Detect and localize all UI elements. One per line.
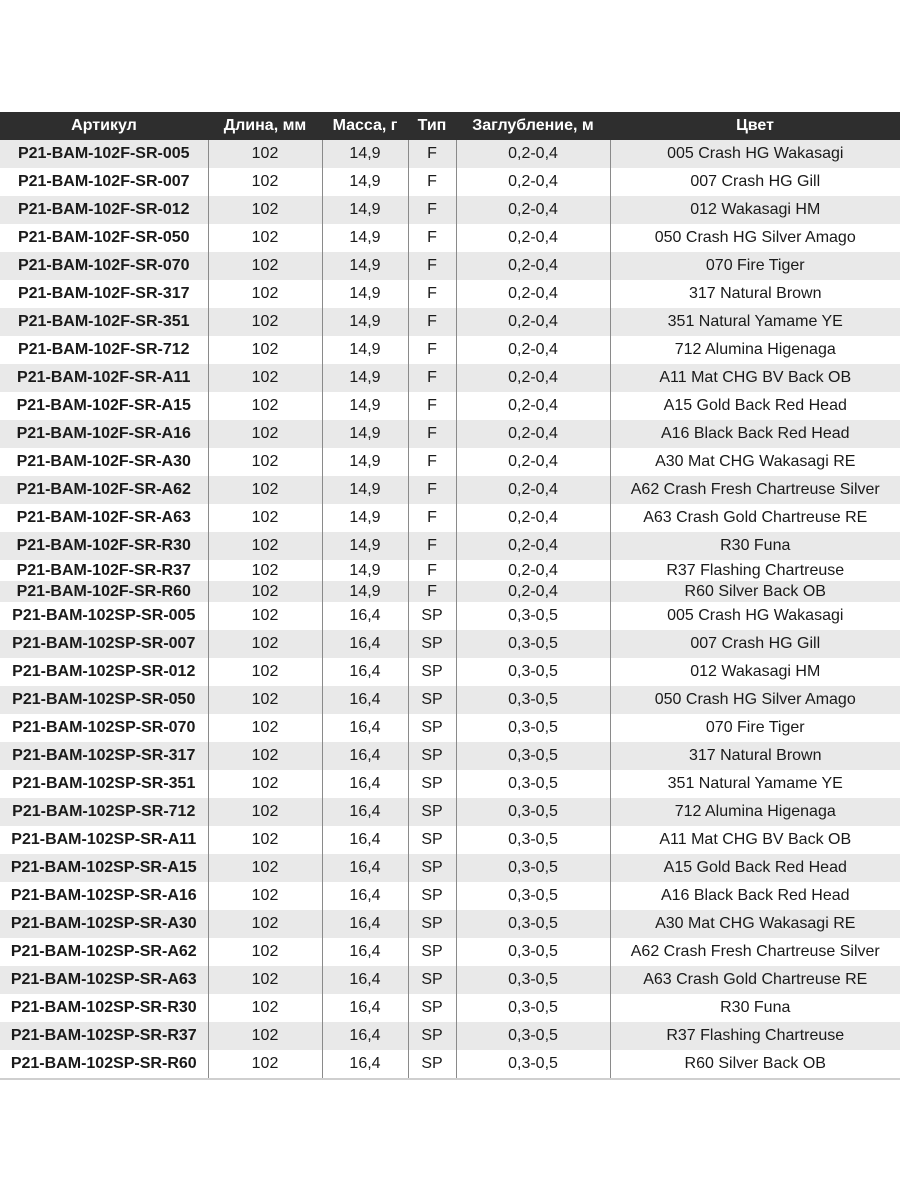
cell-weight: 16,4 — [322, 714, 408, 742]
cell-depth: 0,3-0,5 — [456, 1022, 610, 1050]
cell-article: P21-BAM-102SP-SR-R30 — [0, 994, 208, 1022]
table-row — [0, 308, 900, 336]
cell-length: 102 — [208, 798, 322, 826]
cell-color: 351 Natural Yamame YE — [610, 770, 900, 798]
cell-depth: 0,3-0,5 — [456, 686, 610, 714]
cell-depth: 0,3-0,5 — [456, 994, 610, 1022]
cell-depth: 0,2-0,4 — [456, 140, 610, 168]
cell-type: SP — [408, 798, 456, 826]
cell-color: A30 Mat CHG Wakasagi RE — [610, 910, 900, 938]
cell-article: P21-BAM-102SP-SR-A11 — [0, 826, 208, 854]
cell-type: F — [408, 252, 456, 280]
cell-type: F — [408, 308, 456, 336]
cell-type: F — [408, 280, 456, 308]
cell-weight: 14,9 — [322, 196, 408, 224]
column-header-length: Длина, мм — [208, 112, 322, 140]
cell-weight: 16,4 — [322, 630, 408, 658]
cell-depth: 0,2-0,4 — [456, 532, 610, 560]
cell-article: P21-BAM-102SP-SR-005 — [0, 602, 208, 630]
cell-weight: 14,9 — [322, 392, 408, 420]
cell-color: A11 Mat CHG BV Back OB — [610, 826, 900, 854]
cell-article: P21-BAM-102SP-SR-070 — [0, 714, 208, 742]
table-row — [0, 336, 900, 364]
column-header-color: Цвет — [610, 112, 900, 140]
cell-type: F — [408, 140, 456, 168]
cell-weight: 16,4 — [322, 854, 408, 882]
cell-color: 317 Natural Brown — [610, 742, 900, 770]
cell-depth: 0,2-0,4 — [456, 364, 610, 392]
cell-article: P21-BAM-102F-SR-A30 — [0, 448, 208, 476]
cell-depth: 0,2-0,4 — [456, 336, 610, 364]
column-header-weight: Масса, г — [322, 112, 408, 140]
cell-length: 102 — [208, 168, 322, 196]
table-row — [0, 686, 900, 714]
cell-length: 102 — [208, 826, 322, 854]
table-row — [0, 910, 900, 938]
cell-article: P21-BAM-102SP-SR-007 — [0, 630, 208, 658]
table-row — [0, 252, 900, 280]
table-row — [0, 1022, 900, 1050]
cell-type: F — [408, 224, 456, 252]
cell-depth: 0,3-0,5 — [456, 938, 610, 966]
cell-weight: 14,9 — [322, 581, 408, 602]
cell-depth: 0,3-0,5 — [456, 882, 610, 910]
cell-depth: 0,2-0,4 — [456, 224, 610, 252]
column-header-depth: Заглубление, м — [456, 112, 610, 140]
cell-color: R30 Funa — [610, 532, 900, 560]
table-row — [0, 140, 900, 168]
table-row — [0, 280, 900, 308]
table-row — [0, 420, 900, 448]
cell-depth: 0,2-0,4 — [456, 560, 610, 581]
table-row — [0, 770, 900, 798]
cell-article: P21-BAM-102SP-SR-351 — [0, 770, 208, 798]
cell-type: SP — [408, 910, 456, 938]
cell-depth: 0,2-0,4 — [456, 476, 610, 504]
cell-article: P21-BAM-102F-SR-050 — [0, 224, 208, 252]
table-row — [0, 826, 900, 854]
cell-color: A15 Gold Back Red Head — [610, 392, 900, 420]
cell-weight: 14,9 — [322, 308, 408, 336]
cell-color: 712 Alumina Higenaga — [610, 798, 900, 826]
cell-depth: 0,3-0,5 — [456, 770, 610, 798]
cell-type: F — [408, 392, 456, 420]
table-row — [0, 581, 900, 602]
cell-article: P21-BAM-102SP-SR-A30 — [0, 910, 208, 938]
cell-weight: 14,9 — [322, 504, 408, 532]
cell-type: SP — [408, 966, 456, 994]
cell-length: 102 — [208, 581, 322, 602]
cell-depth: 0,2-0,4 — [456, 504, 610, 532]
cell-color: A62 Crash Fresh Chartreuse Silver — [610, 938, 900, 966]
cell-weight: 14,9 — [322, 336, 408, 364]
cell-type: SP — [408, 686, 456, 714]
cell-length: 102 — [208, 602, 322, 630]
cell-article: P21-BAM-102F-SR-070 — [0, 252, 208, 280]
cell-article: P21-BAM-102SP-SR-A15 — [0, 854, 208, 882]
cell-color: 012 Wakasagi HM — [610, 196, 900, 224]
cell-length: 102 — [208, 938, 322, 966]
table-row — [0, 854, 900, 882]
cell-type: SP — [408, 1050, 456, 1079]
cell-article: P21-BAM-102SP-SR-012 — [0, 658, 208, 686]
cell-depth: 0,3-0,5 — [456, 742, 610, 770]
table-row — [0, 224, 900, 252]
table-row — [0, 364, 900, 392]
cell-weight: 16,4 — [322, 910, 408, 938]
cell-article: P21-BAM-102F-SR-317 — [0, 280, 208, 308]
table-row — [0, 168, 900, 196]
cell-length: 102 — [208, 336, 322, 364]
cell-depth: 0,2-0,4 — [456, 448, 610, 476]
cell-length: 102 — [208, 140, 322, 168]
cell-depth: 0,3-0,5 — [456, 602, 610, 630]
table-row — [0, 1050, 900, 1079]
table-row — [0, 994, 900, 1022]
cell-length: 102 — [208, 476, 322, 504]
cell-depth: 0,3-0,5 — [456, 1050, 610, 1079]
table-row — [0, 196, 900, 224]
cell-type: SP — [408, 994, 456, 1022]
cell-article: P21-BAM-102F-SR-A16 — [0, 420, 208, 448]
table-body — [0, 140, 900, 1079]
cell-length: 102 — [208, 854, 322, 882]
cell-type: SP — [408, 714, 456, 742]
cell-depth: 0,3-0,5 — [456, 854, 610, 882]
cell-length: 102 — [208, 882, 322, 910]
cell-color: 712 Alumina Higenaga — [610, 336, 900, 364]
table-row — [0, 560, 900, 581]
cell-depth: 0,2-0,4 — [456, 168, 610, 196]
cell-article: P21-BAM-102SP-SR-R37 — [0, 1022, 208, 1050]
cell-article: P21-BAM-102F-SR-351 — [0, 308, 208, 336]
cell-color: A16 Black Back Red Head — [610, 882, 900, 910]
cell-article: P21-BAM-102SP-SR-A16 — [0, 882, 208, 910]
cell-length: 102 — [208, 714, 322, 742]
cell-length: 102 — [208, 504, 322, 532]
table-row — [0, 938, 900, 966]
cell-article: P21-BAM-102F-SR-A62 — [0, 476, 208, 504]
cell-length: 102 — [208, 658, 322, 686]
cell-depth: 0,2-0,4 — [456, 308, 610, 336]
cell-type: SP — [408, 826, 456, 854]
cell-article: P21-BAM-102F-SR-A15 — [0, 392, 208, 420]
cell-type: SP — [408, 854, 456, 882]
cell-type: SP — [408, 882, 456, 910]
cell-length: 102 — [208, 630, 322, 658]
cell-weight: 16,4 — [322, 938, 408, 966]
cell-type: SP — [408, 1022, 456, 1050]
table-row — [0, 532, 900, 560]
cell-article: P21-BAM-102SP-SR-A62 — [0, 938, 208, 966]
cell-weight: 14,9 — [322, 168, 408, 196]
cell-article: P21-BAM-102F-SR-R30 — [0, 532, 208, 560]
cell-type: F — [408, 581, 456, 602]
cell-type: SP — [408, 658, 456, 686]
cell-type: SP — [408, 938, 456, 966]
cell-depth: 0,2-0,4 — [456, 252, 610, 280]
cell-article: P21-BAM-102F-SR-005 — [0, 140, 208, 168]
table-row — [0, 630, 900, 658]
cell-length: 102 — [208, 966, 322, 994]
cell-length: 102 — [208, 224, 322, 252]
cell-weight: 16,4 — [322, 882, 408, 910]
cell-weight: 14,9 — [322, 448, 408, 476]
cell-depth: 0,3-0,5 — [456, 630, 610, 658]
cell-weight: 14,9 — [322, 252, 408, 280]
cell-depth: 0,2-0,4 — [456, 280, 610, 308]
cell-type: F — [408, 560, 456, 581]
cell-depth: 0,3-0,5 — [456, 798, 610, 826]
table-row — [0, 882, 900, 910]
cell-length: 102 — [208, 308, 322, 336]
cell-color: R30 Funa — [610, 994, 900, 1022]
cell-article: P21-BAM-102F-SR-A11 — [0, 364, 208, 392]
cell-weight: 16,4 — [322, 658, 408, 686]
cell-weight: 16,4 — [322, 686, 408, 714]
cell-color: A11 Mat CHG BV Back OB — [610, 364, 900, 392]
cell-weight: 16,4 — [322, 994, 408, 1022]
cell-article: P21-BAM-102F-SR-R60 — [0, 581, 208, 602]
table-row — [0, 658, 900, 686]
table-row — [0, 602, 900, 630]
cell-article: P21-BAM-102SP-SR-A63 — [0, 966, 208, 994]
cell-article: P21-BAM-102F-SR-712 — [0, 336, 208, 364]
column-header-article: Артикул — [0, 112, 208, 140]
table-row — [0, 504, 900, 532]
cell-length: 102 — [208, 686, 322, 714]
cell-depth: 0,3-0,5 — [456, 826, 610, 854]
table-row — [0, 392, 900, 420]
cell-color: 007 Crash HG Gill — [610, 630, 900, 658]
cell-length: 102 — [208, 1022, 322, 1050]
cell-color: A63 Crash Gold Chartreuse RE — [610, 504, 900, 532]
cell-color: 012 Wakasagi HM — [610, 658, 900, 686]
cell-depth: 0,2-0,4 — [456, 420, 610, 448]
cell-weight: 14,9 — [322, 140, 408, 168]
cell-type: F — [408, 420, 456, 448]
cell-length: 102 — [208, 252, 322, 280]
cell-type: SP — [408, 770, 456, 798]
cell-color: R37 Flashing Chartreuse — [610, 1022, 900, 1050]
table-row — [0, 798, 900, 826]
cell-color: 070 Fire Tiger — [610, 714, 900, 742]
cell-depth: 0,3-0,5 — [456, 910, 610, 938]
cell-color: A30 Mat CHG Wakasagi RE — [610, 448, 900, 476]
cell-article: P21-BAM-102SP-SR-050 — [0, 686, 208, 714]
table-row — [0, 966, 900, 994]
cell-length: 102 — [208, 364, 322, 392]
cell-length: 102 — [208, 560, 322, 581]
column-header-type: Тип — [408, 112, 456, 140]
cell-length: 102 — [208, 770, 322, 798]
table-row — [0, 742, 900, 770]
cell-length: 102 — [208, 532, 322, 560]
cell-weight: 14,9 — [322, 476, 408, 504]
cell-weight: 16,4 — [322, 742, 408, 770]
cell-weight: 16,4 — [322, 1050, 408, 1079]
cell-weight: 14,9 — [322, 420, 408, 448]
cell-color: 005 Crash HG Wakasagi — [610, 140, 900, 168]
cell-weight: 14,9 — [322, 560, 408, 581]
cell-color: 351 Natural Yamame YE — [610, 308, 900, 336]
table-row — [0, 448, 900, 476]
cell-color: 050 Crash HG Silver Amago — [610, 686, 900, 714]
cell-depth: 0,3-0,5 — [456, 658, 610, 686]
cell-weight: 16,4 — [322, 770, 408, 798]
cell-color: R37 Flashing Chartreuse — [610, 560, 900, 581]
cell-article: P21-BAM-102SP-SR-712 — [0, 798, 208, 826]
cell-color: 007 Crash HG Gill — [610, 168, 900, 196]
cell-color: 070 Fire Tiger — [610, 252, 900, 280]
cell-weight: 16,4 — [322, 1022, 408, 1050]
cell-type: F — [408, 168, 456, 196]
cell-weight: 16,4 — [322, 966, 408, 994]
cell-length: 102 — [208, 392, 322, 420]
cell-depth: 0,3-0,5 — [456, 714, 610, 742]
table-header-row — [0, 112, 900, 140]
cell-type: F — [408, 504, 456, 532]
cell-weight: 16,4 — [322, 826, 408, 854]
cell-color: A16 Black Back Red Head — [610, 420, 900, 448]
cell-weight: 14,9 — [322, 224, 408, 252]
cell-length: 102 — [208, 448, 322, 476]
cell-article: P21-BAM-102F-SR-007 — [0, 168, 208, 196]
cell-depth: 0,2-0,4 — [456, 392, 610, 420]
cell-weight: 16,4 — [322, 798, 408, 826]
cell-weight: 14,9 — [322, 280, 408, 308]
cell-length: 102 — [208, 420, 322, 448]
cell-length: 102 — [208, 994, 322, 1022]
cell-type: F — [408, 196, 456, 224]
cell-type: SP — [408, 602, 456, 630]
cell-type: F — [408, 448, 456, 476]
cell-type: F — [408, 364, 456, 392]
cell-length: 102 — [208, 1050, 322, 1079]
cell-color: R60 Silver Back OB — [610, 1050, 900, 1079]
cell-type: SP — [408, 630, 456, 658]
cell-type: SP — [408, 742, 456, 770]
cell-article: P21-BAM-102F-SR-R37 — [0, 560, 208, 581]
cell-depth: 0,2-0,4 — [456, 196, 610, 224]
cell-color: 317 Natural Brown — [610, 280, 900, 308]
cell-depth: 0,2-0,4 — [456, 581, 610, 602]
cell-color: 050 Crash HG Silver Amago — [610, 224, 900, 252]
cell-depth: 0,3-0,5 — [456, 966, 610, 994]
cell-length: 102 — [208, 910, 322, 938]
cell-weight: 14,9 — [322, 364, 408, 392]
cell-type: F — [408, 532, 456, 560]
cell-color: 005 Crash HG Wakasagi — [610, 602, 900, 630]
cell-color: A62 Crash Fresh Chartreuse Silver — [610, 476, 900, 504]
cell-article: P21-BAM-102SP-SR-R60 — [0, 1050, 208, 1079]
cell-type: F — [408, 476, 456, 504]
cell-color: R60 Silver Back OB — [610, 581, 900, 602]
cell-weight: 16,4 — [322, 602, 408, 630]
cell-length: 102 — [208, 196, 322, 224]
cell-length: 102 — [208, 742, 322, 770]
cell-article: P21-BAM-102F-SR-A63 — [0, 504, 208, 532]
cell-article: P21-BAM-102SP-SR-317 — [0, 742, 208, 770]
cell-color: A15 Gold Back Red Head — [610, 854, 900, 882]
cell-color: A63 Crash Gold Chartreuse RE — [610, 966, 900, 994]
cell-weight: 14,9 — [322, 532, 408, 560]
cell-article: P21-BAM-102F-SR-012 — [0, 196, 208, 224]
cell-length: 102 — [208, 280, 322, 308]
cell-type: F — [408, 336, 456, 364]
table-row — [0, 714, 900, 742]
table-row — [0, 476, 900, 504]
spec-table — [0, 112, 900, 1080]
